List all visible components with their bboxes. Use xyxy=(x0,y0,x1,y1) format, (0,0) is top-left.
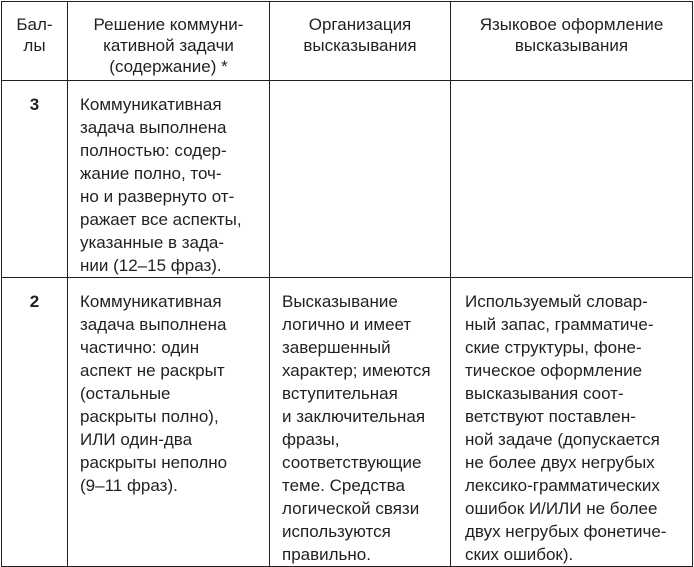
organization-cell xyxy=(270,81,451,278)
score-cell xyxy=(2,81,68,278)
cell-line: ошибок И/ИЛИ не более xyxy=(465,499,658,518)
cell-line: раскрыты неполно xyxy=(80,453,228,472)
header-score xyxy=(2,2,68,81)
header-content-line: Решение коммуни- xyxy=(93,15,244,34)
cell-line: ветствуют поставлен- xyxy=(465,407,636,426)
cell-line: Высказывание xyxy=(282,292,398,311)
header-organization-line: Организация xyxy=(308,15,412,34)
cell-line: характер; имеются xyxy=(282,361,431,380)
cell-line: ские структуры, фоне- xyxy=(465,338,642,357)
cell-line: Коммуникативная xyxy=(80,95,222,114)
header-organization xyxy=(270,2,451,81)
cell-line: теме. Средства xyxy=(282,476,405,495)
header-score-line: лы xyxy=(23,36,46,55)
rubric-table xyxy=(1,1,693,567)
cell-line: ный запас, грамматиче- xyxy=(465,315,654,334)
header-language xyxy=(451,2,693,81)
cell-line: ной задаче (допускается xyxy=(465,430,660,449)
cell-line: Коммуникативная xyxy=(80,292,222,311)
cell-line: соответствующие xyxy=(282,453,422,472)
cell-line: Используемый словар- xyxy=(465,292,648,311)
cell-line: ских ошибок). xyxy=(465,545,574,564)
header-organization-line: высказывания xyxy=(303,36,417,55)
language-cell xyxy=(451,278,693,567)
header-content xyxy=(68,2,270,81)
cell-line: используются xyxy=(282,522,391,541)
header-score-line: Бал- xyxy=(16,15,53,34)
cell-line: логической связи xyxy=(282,499,420,518)
header-language-line: Языковое оформление xyxy=(479,15,664,34)
table-row xyxy=(2,278,693,567)
header-content-line: кативной задачи xyxy=(103,36,234,55)
content-cell xyxy=(68,278,270,567)
cell-line: и заключительная xyxy=(282,407,426,426)
cell-line: раскрыты полно), xyxy=(80,407,219,426)
cell-line: задача выполнена xyxy=(80,118,227,137)
cell-line: лексико-грамматических xyxy=(465,476,660,495)
cell-line: тическое оформление xyxy=(465,361,643,380)
cell-line: завершенный xyxy=(282,338,391,357)
cell-line: задача выполнена xyxy=(80,315,227,334)
cell-line: (9–11 фраз). xyxy=(80,476,178,495)
score-value: 2 xyxy=(29,292,40,311)
cell-line: (остальные xyxy=(80,384,171,403)
score-value: 3 xyxy=(29,95,40,114)
header-row xyxy=(2,2,693,81)
organization-cell xyxy=(270,278,451,567)
language-cell xyxy=(451,81,693,278)
cell-line: ражает все аспекты, xyxy=(80,210,242,229)
cell-line: указанные в зада- xyxy=(80,233,225,252)
cell-line: частично: один xyxy=(80,338,200,357)
cell-line: фразы, xyxy=(282,430,340,449)
cell-line: жание полно, точ- xyxy=(80,164,222,183)
cell-line: вступительная xyxy=(282,384,398,403)
score-cell xyxy=(2,278,68,567)
cell-line: не более двух негрубых xyxy=(465,453,655,472)
cell-line: но и развернуто от- xyxy=(80,187,235,206)
cell-line: правильно. xyxy=(282,545,371,564)
cell-line: ИЛИ один-два xyxy=(80,430,193,449)
cell-line: нии (12–15 фраз). xyxy=(80,256,222,275)
cell-line: полностью: содер- xyxy=(80,141,227,160)
cell-line: аспект не раскрыт xyxy=(80,361,225,380)
cell-line: двух негрубых фонетиче- xyxy=(465,522,667,541)
content-cell xyxy=(68,81,270,278)
cell-line: логично и имеет xyxy=(282,315,412,334)
table-row xyxy=(2,81,693,278)
header-content-line: (содержание) * xyxy=(109,57,228,76)
header-language-line: высказывания xyxy=(514,36,629,55)
cell-line: высказывания соот- xyxy=(465,384,624,403)
